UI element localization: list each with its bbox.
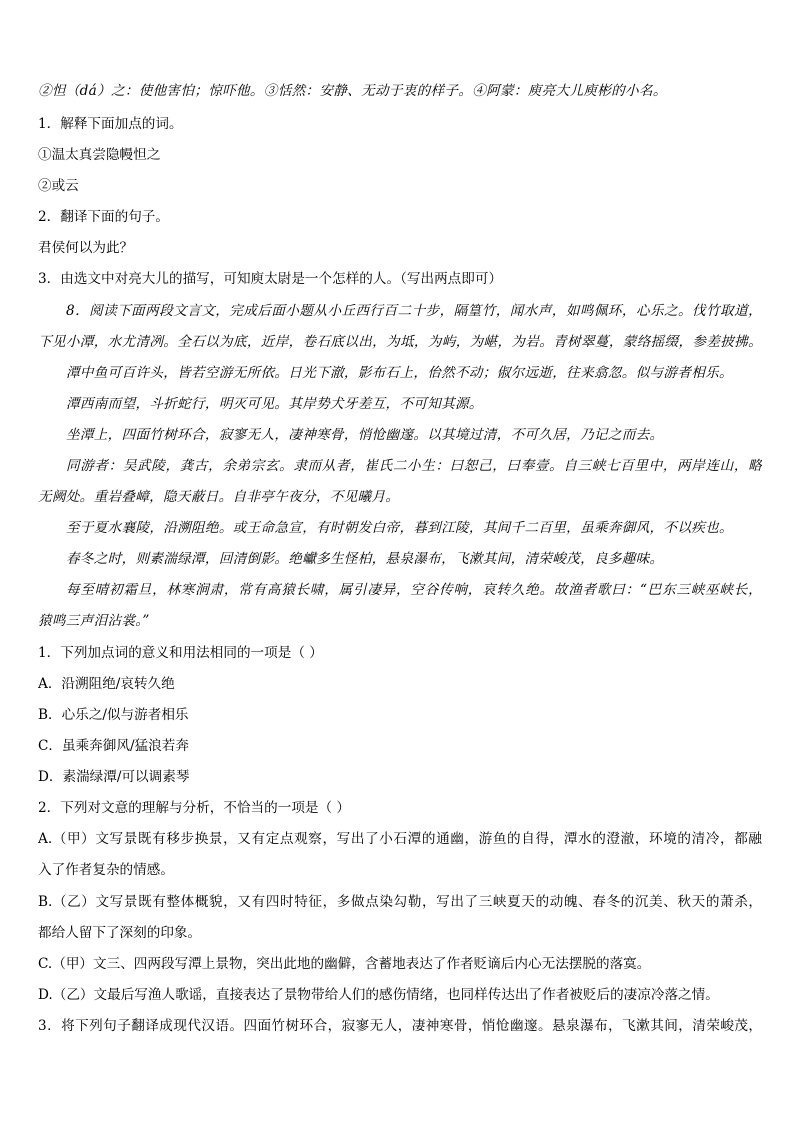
passage-line: 春冬之时，则素湍绿潭，回清倒影。绝巘多生怪柏，悬泉瀑布，飞漱其间，清荣峻茂，良多趣味。 <box>66 551 664 567</box>
question-3-title: 3．由选文中对亮大儿的描写，可知庾太尉是一个怎样的人。（写出两点即可） <box>38 271 503 287</box>
question-1-title: 1．解释下面加点的词。 <box>38 116 183 132</box>
passage-line: 至于夏水襄陵，沿溯阻绝。或王命急宣，有时朝发白帝，暮到江陵，其间千二百里，虽乘奔御风，不以疾也。 <box>66 520 733 536</box>
question-1-item-1: ①温太真尝隐幔怛之 <box>38 147 161 163</box>
option-d: D．素湍绿潭/可以调素琴 <box>38 769 190 785</box>
question-1-item-2: ②或云 <box>38 178 79 194</box>
option-c: C．虽乘奔御风/猛浪若奔 <box>38 738 189 754</box>
passage-line: 潭西南而望，斗折蛇行，明灭可见。其岸势犬牙差互，不可知其源。 <box>66 396 483 412</box>
passage-line: 同游者：吴武陵，龚古，余弟宗玄。隶而从者，崔氏二小生：曰恕己，曰奉壹。自三峡七百里中，两岸连山，略 <box>66 458 762 474</box>
option-b: B.（乙）文写景既有整体概貌，又有四时特征，多做点染勾勒，写出了三峡夏天的动魄、春冬的沉美、秋天的萧杀， <box>38 894 762 910</box>
option-a-continued: 入了作者复杂的情感。 <box>38 862 174 878</box>
passage-line: 无阙处。重岩叠嶂，隐天蔽日。自非亭午夜分，不见曦月。 <box>38 489 400 505</box>
passage-line: 潭中鱼可百许头，皆若空游无所依。日光下澈，影布石上，佁然不动；俶尔远逝，往来翕忽。似与游者相乐。 <box>66 365 733 381</box>
subquestion-2-title: 2．下列对文意的理解与分析，不恰当的一项是（ ） <box>38 800 351 816</box>
subquestion-3-title: 3．将下列句子翻译成现代汉语。四面竹树环合，寂寥无人，凄神寒骨，悄怆幽邃。悬泉瀑布，飞漱其间，清荣峻茂， <box>38 1018 762 1034</box>
option-d: D.（乙）文最后写渔人歌谣，直接表达了景物带给人们的感伤情绪，也同样传达出了作者被贬后的凄凉冷落之情。 <box>38 987 719 1003</box>
option-a: A.（甲）文写景既有移步换景，又有定点观察，写出了小石潭的通幽，游鱼的自得，潭水的澄澈，环境的清冷，都融 <box>38 831 762 847</box>
passage-line: 每至晴初霜旦，林寒涧肃，常有高猿长啸，属引凄异，空谷传响，哀转久绝。故渔者歌曰：“巴东三峡巫峡长， <box>66 582 762 598</box>
option-a: A．沿溯阻绝/哀转久绝 <box>38 676 175 692</box>
passage-line: 下见小潭，水尤清冽。全石以为底，近岸，卷石底以出，为坻，为屿，为嵁，为岩。青树翠蔓，蒙络摇缀，参差披拂。 <box>38 334 762 350</box>
option-c: C.（甲）文三、四两段写潭上景物，突出此地的幽僻，含蓄地表达了作者贬谪后内心无法摆脱的落寞。 <box>38 956 651 972</box>
question-2-title: 2．翻译下面的句子。 <box>38 209 169 225</box>
passage-line: 猿鸣三声泪沾裳。” <box>38 613 150 629</box>
passage-line: 8．阅读下面两段文言文，完成后面小题从小丘西行百二十步，隔篁竹，闻水声，如鸣佩环，心乐之。伐竹取道， <box>66 303 762 319</box>
footnote-line: ②怛（dá）之：使他害怕；惊吓他。③恬然：安静、无动于衷的样子。④阿蒙：庾亮大儿庾彬的小名。 <box>38 83 667 99</box>
option-b-continued: 都给人留下了深刻的印象。 <box>38 925 202 941</box>
option-b: B．心乐之/似与游者相乐 <box>38 707 189 723</box>
passage-line: 坐潭上，四面竹树环合，寂寥无人，凄神寒骨，悄怆幽邃。以其境过清，不可久居，乃记之而去。 <box>66 427 664 443</box>
question-2-sentence: 君侯何以为此？ <box>38 240 134 256</box>
subquestion-1-title: 1．下列加点词的意义和用法相同的一项是（ ） <box>38 645 323 661</box>
